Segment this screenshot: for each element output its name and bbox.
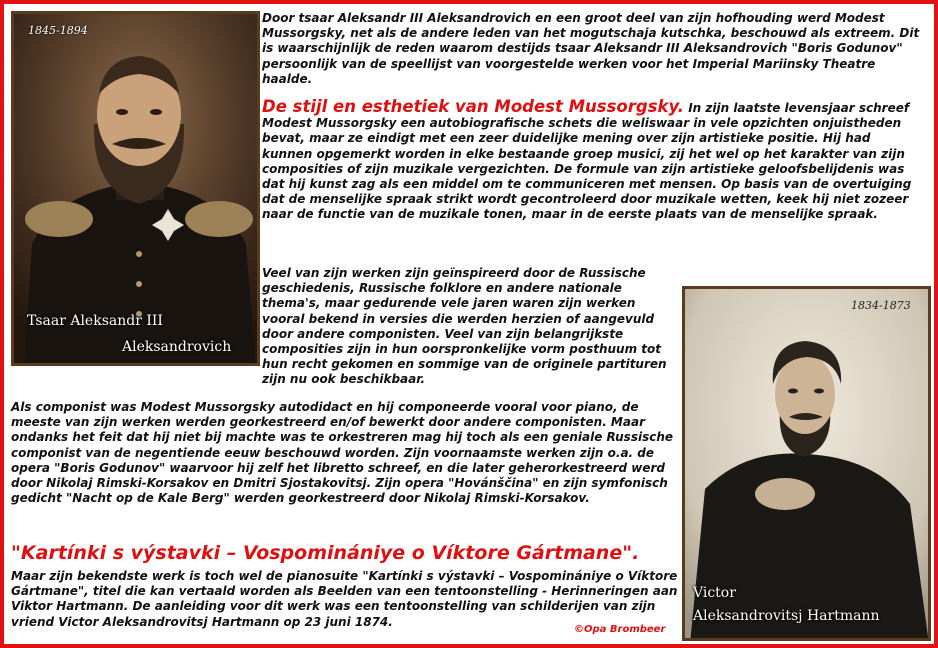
kartinki-heading: "Kartínki s výstavki – Vospominániye o Víktore Gártmane". xyxy=(11,542,640,564)
intro-paragraph: Door tsaar Aleksandr III Aleksandrovich en een groot deel van zijn hofhouding werd Modest Mussorgsky, net als de andere leden van het mogutschaja kutschka, beschouwd als extreem. Dit is waarschijnlijk de reden waarom destijds tsaar Aleksandr III Aleksandrovich "Boris Godunov" persoonlijk van de speellijst van voorgestelde werken voor het Imperial Mariinsky Theatre haalde. xyxy=(262,11,920,86)
hartmann-years: 1834-1873 xyxy=(851,299,911,312)
style-heading: De stijl en esthetiek van Modest Mussorgsky. xyxy=(262,97,685,116)
inspiration-paragraph: Veel van zijn werken zijn geïnspireerd door de Russische geschiedenis, Russische folklore en andere nationale thema's, maar gedurende vele jaren waren zijn werken vooral bekend in versies die werden herzien of aangevuld door andere componisten. Veel van zijn belangrijkste composities zijn in hun oorspronkelijke vorm posthuum tot hun recht gekomen en sommige van de originele partituren zijn nu ook beschikbaar. xyxy=(262,266,667,387)
kartinki-paragraph: Maar zijn bekendste werk is toch wel de pianosuite "Kartínki s výstavki – Vospominániye o Víktore Gártmane", titel die kan vertaald worden als Beelden van een tentoonstelling - Herinneringen aan Viktor Hartmann. De aanleiding voor dit werk was een tentoonstelling van schilderijen van zijn vriend Victor Aleksandrovitsj Hartmann op 23 juni 1874. xyxy=(11,569,678,629)
style-body: In zijn laatste levensjaar schreef Modest Mussorgsky een autobiografische schets die weliswaar in vele opzichten onjuistheden bevat, maar ze eindigt met een zeer duidelijke mening over zijn artistieke positie. Hij had kunnen opgemerkt worden in elke bestaande groep musici, zij het wel op het karakter van zijn composities of zijn muzikale vergezichten. De formule van zijn artistieke geloofsbelijdenis was dat hij kunst zag als een middel om te communiceren met mensen. Op basis van de overtuiging dat de menselijke spraak strikt wordt gecontroleerd door muzikale wetten, keek hij niet zozeer naar de functie van de muzikale tonen, maar in de eerste plaats van de menselijke spraak. xyxy=(262,101,912,222)
photo-alexander-iii xyxy=(11,11,260,366)
alexander-caption-line2: Aleksandrovich xyxy=(122,339,232,355)
alexander-years: 1845-1894 xyxy=(28,24,88,37)
composer-paragraph: Als componist was Modest Mussorgsky autodidact en hij componeerde vooral voor piano, de meeste van zijn werken werden georkestreerd en/of bewerkt door andere componisten. Maar ondanks het feit dat hij niet bij machte was te orkestreren mag hij toch als een geniale Russische componist van de negentiende eeuw beschouwd worden. Zijn voornaamste werken zijn o.a. de opera "Boris Godunov" waarvoor hij zelf het libretto schreef, en die later geherorkestreerd werd door Nikolaj Rimski-Korsakov en Dmitri Sjostakovitsj. Zijn opera "Hovánščina" en zijn symfonisch gedicht "Nacht op de Kale Berg" werden georkestreerd door Nikolaj Rimski-Korsakov. xyxy=(11,400,674,506)
photo-hartmann xyxy=(682,286,931,641)
style-paragraph xyxy=(262,99,922,223)
credit-signature: ©Opa Brombeer xyxy=(574,624,666,635)
alexander-caption-line1: Tsaar Aleksandr III xyxy=(27,313,163,329)
hartmann-caption-line2: Aleksandrovitsj Hartmann xyxy=(693,608,880,624)
hartmann-caption-line1: Victor xyxy=(693,585,736,601)
